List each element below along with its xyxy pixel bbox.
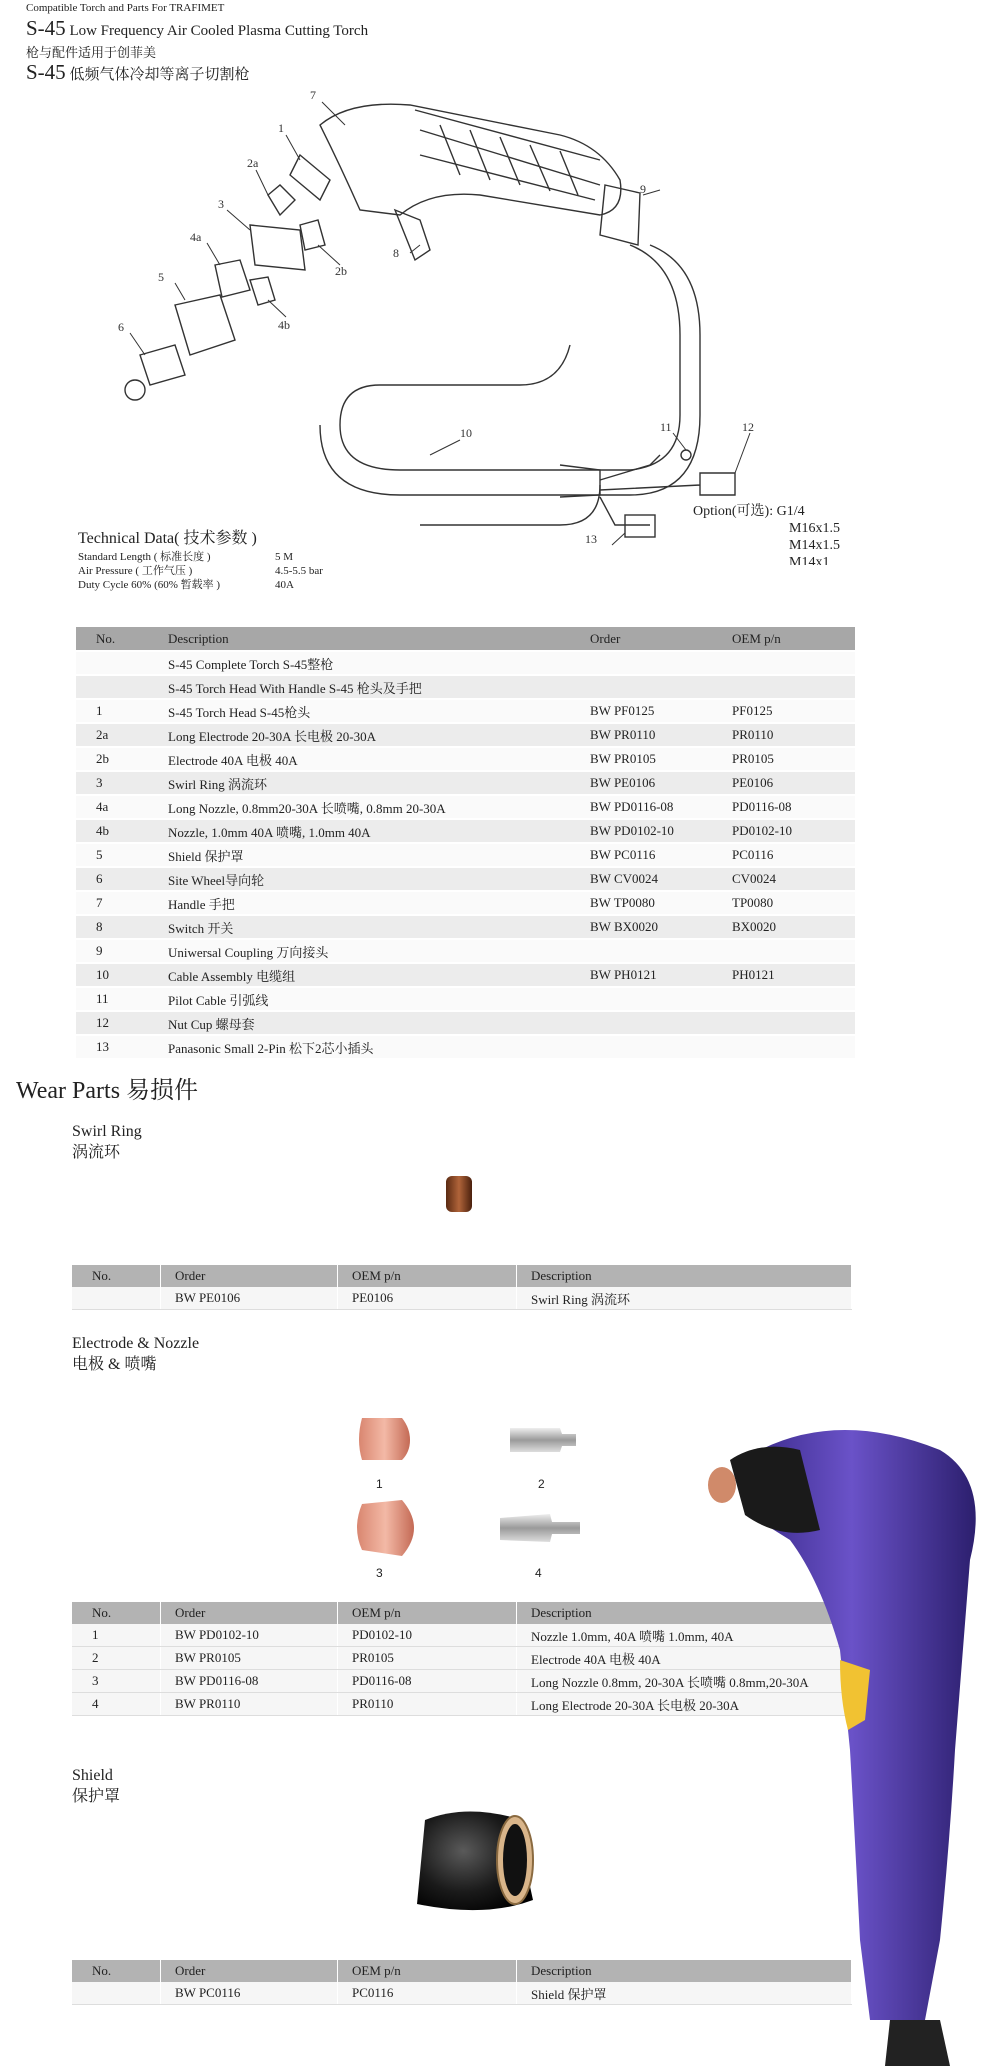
cell-no: [72, 1982, 161, 2005]
model-name-2: S-45: [26, 60, 66, 84]
part-4a: [215, 260, 250, 297]
cell-description: Nozzle 1.0mm, 40A 喷嘴 1.0mm, 40A: [517, 1624, 852, 1647]
torch-head-outline: [320, 104, 621, 215]
title-en: Low Frequency Air Cooled Plasma Cutting Torch: [69, 23, 369, 39]
cell-no: 1: [76, 699, 156, 723]
electrode-nozzle-heading: [72, 1333, 199, 1375]
model-name: S-45: [26, 16, 66, 40]
cell-no: 2a: [76, 723, 156, 747]
cell-order: [578, 939, 720, 963]
table-row: [76, 699, 855, 723]
label-4: 4: [535, 1566, 542, 1580]
cell-no: 10: [76, 963, 156, 987]
cell-no: 5: [76, 843, 156, 867]
title-cn-small: 枪与配件适用于创菲美: [26, 45, 157, 60]
cell-oem: PD0102-10: [338, 1624, 517, 1647]
table-row: [76, 915, 855, 939]
cell-description: S-45 Complete Torch S-45整枪: [156, 651, 578, 675]
cell-order: BW TP0080: [578, 891, 720, 915]
cell-order: BW PC0116: [161, 1982, 338, 2005]
cell-order: BW PC0116: [578, 843, 720, 867]
header-no: No.: [72, 1960, 161, 1982]
cell-description: Cable Assembly 电缆组: [156, 963, 578, 987]
table-row: [76, 771, 855, 795]
tech-value: 4.5-5.5 bar: [275, 565, 323, 577]
shield-name-en: Shield: [72, 1767, 113, 1784]
electrode-nozzle-name-en: Electrode & Nozzle: [72, 1335, 200, 1352]
table-row: [76, 987, 855, 1011]
header-description: Description: [517, 1265, 852, 1287]
cell-oem: [720, 1011, 855, 1035]
callout-1: 1: [278, 121, 284, 135]
part-2a: [268, 185, 295, 215]
compat-caption: Compatible Torch and Parts For TRAFIMET: [26, 2, 225, 14]
cell-oem: PF0125: [720, 699, 855, 723]
tech-label: Duty Cycle 60% (60% 暂载率 ): [78, 579, 221, 591]
table-row: [76, 963, 855, 987]
cell-oem: PE0106: [338, 1287, 517, 1310]
table-row: [76, 867, 855, 891]
cell-no: 3: [72, 1670, 161, 1693]
nozzle-3: [357, 1500, 414, 1556]
tech-row: [78, 564, 323, 578]
option-label: Option(可选): G1/4: [693, 504, 805, 519]
cell-description: Shield 保护罩: [156, 843, 578, 867]
cell-order: BW CV0024: [578, 867, 720, 891]
cell-no: 9: [76, 939, 156, 963]
cell-description: Long Electrode 20-30A 长电极 20-30A: [517, 1693, 852, 1716]
header-order: Order: [161, 1602, 338, 1624]
cell-oem: PE0106: [720, 771, 855, 795]
table-row: [76, 1011, 855, 1035]
wear-parts-title: Wear Parts 易损件: [16, 1078, 199, 1104]
callout-7: 7: [310, 88, 316, 102]
cell-no: [72, 1287, 161, 1310]
shield-image: [405, 1800, 540, 1920]
cell-oem: [720, 1035, 855, 1059]
header-order: Order: [578, 627, 720, 651]
cell-oem: PD0116-08: [720, 795, 855, 819]
cell-oem: [720, 651, 855, 675]
cell-order: BW PR0110: [161, 1693, 338, 1716]
tech-value: 40A: [275, 579, 294, 591]
cell-no: 4a: [76, 795, 156, 819]
table-header: [72, 1265, 852, 1287]
cell-description: Handle 手把: [156, 891, 578, 915]
callout-12: 12: [742, 420, 754, 434]
header-oem: OEM p/n: [338, 1265, 517, 1287]
cell-oem: [720, 675, 855, 699]
cell-no: 2b: [76, 747, 156, 771]
label-3: 3: [376, 1566, 383, 1580]
cell-no: 3: [76, 771, 156, 795]
label-1: 1: [376, 1477, 383, 1491]
parts-table: [76, 627, 855, 1060]
cell-description: Long Nozzle 0.8mm, 20-30A 长喷嘴 0.8mm,20-30A: [517, 1670, 852, 1693]
title-line-cn: [26, 60, 249, 85]
header-description: Description: [156, 627, 578, 651]
cell-oem: PR0105: [720, 747, 855, 771]
part-5: [175, 295, 235, 355]
cell-order: BW PF0125: [578, 699, 720, 723]
title-cn: 低频气体冷却等离子切割枪: [69, 67, 250, 83]
cell-description: Uniwersal Coupling 万向接头: [156, 939, 578, 963]
cell-oem: CV0024: [720, 867, 855, 891]
cell-order: BW PR0105: [161, 1647, 338, 1670]
header-description: Description: [517, 1960, 852, 1982]
label-2: 2: [538, 1477, 545, 1491]
header-no: No.: [72, 1265, 161, 1287]
electrode-nozzle-image: [340, 1410, 600, 1580]
callout-10: 10: [460, 426, 472, 440]
cell-description: Swirl Ring 涡流环: [156, 771, 578, 795]
electrode-2: [510, 1428, 576, 1452]
callout-2b: 2b: [335, 264, 347, 278]
cell-no: 7: [76, 891, 156, 915]
callout-4a: 4a: [190, 230, 202, 244]
cell-description: Swirl Ring 涡流环: [517, 1287, 852, 1310]
cable-end: [885, 2020, 950, 2066]
cell-order: [578, 1011, 720, 1035]
cell-description: Long Electrode 20-30A 长电极 20-30A: [156, 723, 578, 747]
cell-no: [76, 675, 156, 699]
cell-description: Long Nozzle, 0.8mm20-30A 长喷嘴, 0.8mm 20-30A: [156, 795, 578, 819]
table-row: [76, 819, 855, 843]
shield-heading: [72, 1765, 120, 1807]
part-6: [140, 345, 185, 385]
cell-oem: PC0116: [338, 1982, 517, 2005]
swirl-ring-table: [72, 1265, 852, 1310]
cell-no: 4b: [76, 819, 156, 843]
torch-tip: [708, 1467, 736, 1503]
tech-row: [78, 550, 323, 564]
cell-order: BW PE0106: [578, 771, 720, 795]
torch-exploded-diagram: [0, 85, 1000, 565]
cell-oem: PD0116-08: [338, 1670, 517, 1693]
callout-6: 6: [118, 320, 124, 334]
ring-terminal: [681, 450, 691, 460]
cell-oem: PR0105: [338, 1647, 517, 1670]
table-row: [76, 891, 855, 915]
cell-description: Pilot Cable 引弧线: [156, 987, 578, 1011]
swirl-ring-name-cn: 涡流环: [72, 1144, 121, 1161]
cell-description: Nozzle, 1.0mm 40A 喷嘴, 1.0mm 40A: [156, 819, 578, 843]
cell-order: [578, 675, 720, 699]
header-description: Description: [517, 1602, 852, 1624]
nozzle-1: [359, 1418, 410, 1460]
technical-title: Technical Data( 技术参数 ): [78, 530, 257, 547]
part-8: [395, 210, 430, 260]
cell-description: Electrode 40A 电极 40A: [517, 1647, 852, 1670]
cell-description: Shield 保护罩: [517, 1982, 852, 2005]
callout-9: 9: [640, 182, 646, 196]
tech-value: 5 M: [275, 551, 294, 563]
cell-no: 11: [76, 987, 156, 1011]
cell-order: BW PD0102-10: [161, 1624, 338, 1647]
part-2b: [300, 220, 325, 250]
callout-8: 8: [393, 246, 399, 260]
cell-oem: PD0102-10: [720, 819, 855, 843]
title-line-en: [26, 16, 368, 41]
table-row: [76, 651, 855, 675]
cell-no: 6: [76, 867, 156, 891]
cell-order: [578, 651, 720, 675]
cell-order: BW BX0020: [578, 915, 720, 939]
cell-oem: [720, 939, 855, 963]
cell-order: BW PE0106: [161, 1287, 338, 1310]
electrode-4: [500, 1514, 580, 1542]
part-3: [250, 225, 305, 270]
cell-oem: PC0116: [720, 843, 855, 867]
table-row: [76, 675, 855, 699]
cell-description: Site Wheel导向轮: [156, 867, 578, 891]
cell-oem: PH0121: [720, 963, 855, 987]
cell-oem: BX0020: [720, 915, 855, 939]
table-row: [72, 1287, 852, 1310]
table-row: [76, 1035, 855, 1059]
cell-description: Electrode 40A 电极 40A: [156, 747, 578, 771]
tech-label: Standard Length ( 标准长度 ): [78, 551, 211, 563]
plug-13: [625, 515, 655, 537]
cell-oem: [720, 987, 855, 1011]
cell-order: BW PD0102-10: [578, 819, 720, 843]
shield-name-cn: 保护罩: [72, 1788, 121, 1805]
table-row: [76, 747, 855, 771]
option-m14-1: M14x1: [789, 555, 830, 565]
cell-order: BW PR0110: [578, 723, 720, 747]
table-row: [76, 843, 855, 867]
cell-description: S-45 Torch Head S-45枪头: [156, 699, 578, 723]
swirl-ring-heading: [72, 1121, 142, 1163]
cell-order: BW PR0105: [578, 747, 720, 771]
callout-11: 11: [660, 420, 672, 434]
header-no: No.: [76, 627, 156, 651]
cell-description: Panasonic Small 2-Pin 松下2芯小插头: [156, 1035, 578, 1059]
option-m14-15: M14x1.5: [789, 538, 840, 553]
header-order: Order: [161, 1960, 338, 1982]
shield-table: [72, 1960, 852, 2005]
swirl-ring-name-en: Swirl Ring: [72, 1123, 142, 1140]
cell-no: 8: [76, 915, 156, 939]
table-row: [76, 795, 855, 819]
callout-4b: 4b: [278, 318, 290, 332]
option-m16: M16x1.5: [789, 521, 840, 536]
part-4b: [250, 277, 275, 305]
header-oem: OEM p/n: [338, 1602, 517, 1624]
header-oem: OEM p/n: [720, 627, 855, 651]
table-row: [76, 939, 855, 963]
callout-13: 13: [585, 532, 597, 546]
cell-oem: PR0110: [720, 723, 855, 747]
callout-3: 3: [218, 197, 224, 211]
header-no: No.: [72, 1602, 161, 1624]
cell-order: [578, 1035, 720, 1059]
table-row: [72, 1982, 852, 2005]
cell-order: BW PH0121: [578, 963, 720, 987]
table-header: [72, 1960, 852, 1982]
cell-order: [578, 987, 720, 1011]
cell-no: 13: [76, 1035, 156, 1059]
cable-hose: [340, 245, 680, 470]
callout-5: 5: [158, 270, 164, 284]
header-oem: OEM p/n: [338, 1960, 517, 1982]
cell-no: 12: [76, 1011, 156, 1035]
cell-no: [76, 651, 156, 675]
cell-order: BW PD0116-08: [578, 795, 720, 819]
cell-no: 2: [72, 1647, 161, 1670]
table-row: [76, 723, 855, 747]
electrode-nozzle-name-cn: 电极 & 喷嘴: [72, 1356, 157, 1373]
cell-description: Switch 开关: [156, 915, 578, 939]
cell-description: Nut Cup 螺母套: [156, 1011, 578, 1035]
cell-no: 4: [72, 1693, 161, 1716]
cell-order: BW PD0116-08: [161, 1670, 338, 1693]
cell-oem: TP0080: [720, 891, 855, 915]
header-order: Order: [161, 1265, 338, 1287]
parts-table-header: [76, 627, 855, 651]
cell-description: S-45 Torch Head With Handle S-45 枪头及手把: [156, 675, 578, 699]
callout-2a: 2a: [247, 156, 259, 170]
tech-row: [78, 578, 323, 592]
technical-data: [78, 550, 323, 592]
tech-label: Air Pressure ( 工作气压 ): [78, 565, 193, 577]
swirl-ring-image: [440, 1170, 480, 1220]
cell-no: 1: [72, 1624, 161, 1647]
cell-oem: PR0110: [338, 1693, 517, 1716]
part-1: [290, 155, 330, 200]
